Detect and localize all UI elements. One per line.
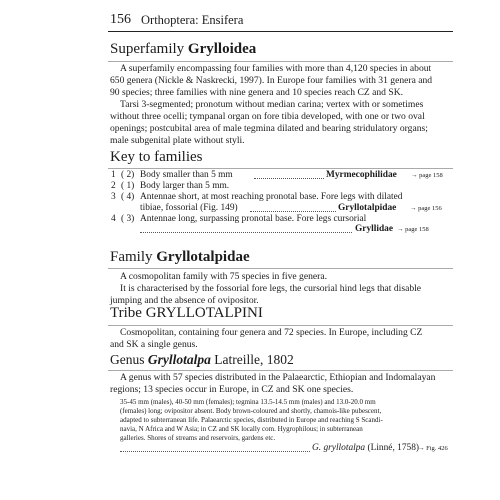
header-rule	[108, 31, 453, 32]
superfamily-para1-line: 90 species; three families with nine genera and 10 species reach CZ and SK.	[110, 87, 404, 98]
superfamily-name: Grylloidea	[187, 41, 257, 57]
species-entry	[312, 443, 419, 453]
key-heading: Key to families	[110, 149, 203, 165]
genus-author: Latreille, 1802	[210, 352, 294, 367]
family-para1: A cosmopolitan family with 75 species in five genera.	[120, 271, 328, 282]
page-reference: → page 158	[411, 172, 443, 179]
species-description-line: (females) long; ovipositor absent. Body brown-coloured and shortly, chamois-like pubescent,	[120, 407, 382, 415]
family-heading	[110, 249, 250, 266]
species-description-line: adapted to subterranean life. Palaearctic species, distributed in Europe and reaching S Scandi-	[120, 416, 383, 424]
section-rule	[108, 61, 453, 62]
superfamily-para2-line: without three ocelli; tympanal organ on fore tibia developed, with one or two oval	[110, 111, 425, 122]
species-description-line: 35-45 mm (males), 40-50 mm (females); tegmina 13.5-14.5 mm (males) and 13.0-20.0 mm	[120, 398, 376, 406]
key-row-text: Body smaller than 5 mm	[140, 170, 233, 180]
section-rule	[108, 325, 453, 326]
species-name: G. gryllotalpa	[312, 443, 366, 453]
key-row-alt: ( 4)	[121, 192, 135, 202]
section-rule	[108, 268, 453, 269]
leader-dots	[254, 178, 324, 179]
family-name: Gryllotalpidae	[156, 249, 250, 265]
key-row-text: Antennae long, surpassing pronotal base. Fore legs cursorial	[140, 214, 367, 224]
key-row-num: 1	[111, 170, 116, 180]
key-row-text: Antennae short, at most reaching pronotal base. Fore legs with dilated	[140, 192, 403, 202]
superfamily-heading	[110, 41, 256, 58]
section-rule	[108, 168, 453, 169]
genus-heading	[110, 352, 294, 368]
species-description-line: galleries. Shores of streams and reservoirs, gardens etc.	[120, 434, 276, 442]
leader-dots	[250, 211, 336, 212]
page-reference: → page 158	[397, 226, 429, 233]
superfamily-para1-line: A superfamily encompassing four families with more than 4,120 species in about	[120, 63, 432, 74]
running-title: Orthoptera: Ensifera	[141, 13, 244, 27]
key-row-num: 4	[111, 214, 116, 224]
tribe-para-line: Cosmopolitan, containing four genera and 72 species. In Europe, including CZ	[120, 327, 423, 338]
genus-para-line: A genus with 57 species distributed in the Palaearctic, Ethiopian and Indomalayan	[120, 372, 436, 383]
leader-dots	[140, 232, 352, 233]
superfamily-para2-line: openings; postcubital area of male tegmina dilated and bearing stridulatory organs;	[110, 123, 428, 134]
figure-reference: → Fig. 426	[418, 445, 448, 452]
species-description-line: navia, N Africa and W Asia; in CZ and SK locally com. Hygrophilous; in subterranean	[120, 425, 363, 433]
genus-para-line: regions; 13 species occur in Europe, in CZ and SK one species.	[110, 384, 354, 395]
page-number: 156	[110, 12, 131, 27]
genus-name: Gryllotalpa	[147, 352, 211, 367]
superfamily-prefix: Superfamily	[110, 41, 188, 57]
family-prefix: Family	[110, 249, 157, 265]
superfamily-para2-line: Tarsi 3-segmented; pronotum without median carina; vertex with or sometimes	[120, 99, 424, 110]
section-rule	[108, 370, 453, 371]
family-para2-line: jumping and the absence of ovipositor.	[110, 295, 259, 306]
superfamily-para1-line: 650 genera (Nickle & Naskrecki, 1997). In Europe four families with 31 genera and	[110, 75, 433, 86]
key-row-num: 2	[111, 181, 116, 191]
key-row-text: tibiae, fossorial (Fig. 149)	[140, 203, 238, 213]
key-row-alt: ( 2)	[121, 170, 135, 180]
tribe-para-line: and SK a single genus.	[110, 339, 198, 350]
key-row-num: 3	[111, 192, 116, 202]
key-result: Gryllidae	[355, 224, 394, 234]
key-row-alt: ( 1)	[121, 181, 135, 191]
genus-prefix: Genus	[110, 352, 148, 367]
superfamily-para2-line: male subgenital plate without styli.	[110, 135, 245, 146]
key-result: Gryllotalpidae	[338, 203, 397, 213]
leader-dots	[120, 451, 310, 452]
key-row-text: Body larger than 5 mm.	[140, 181, 230, 191]
key-row-alt: ( 3)	[121, 214, 135, 224]
family-para2-line: It is characterised by the fossorial fore legs, the cursorial hind legs that disable	[120, 283, 422, 294]
species-author: (Linné, 1758)	[365, 443, 420, 453]
page-reference: → page 156	[410, 205, 442, 212]
key-result: Myrmecophilidae	[326, 170, 397, 180]
tribe-heading: Tribe GRYLLOTALPINI	[110, 305, 263, 321]
